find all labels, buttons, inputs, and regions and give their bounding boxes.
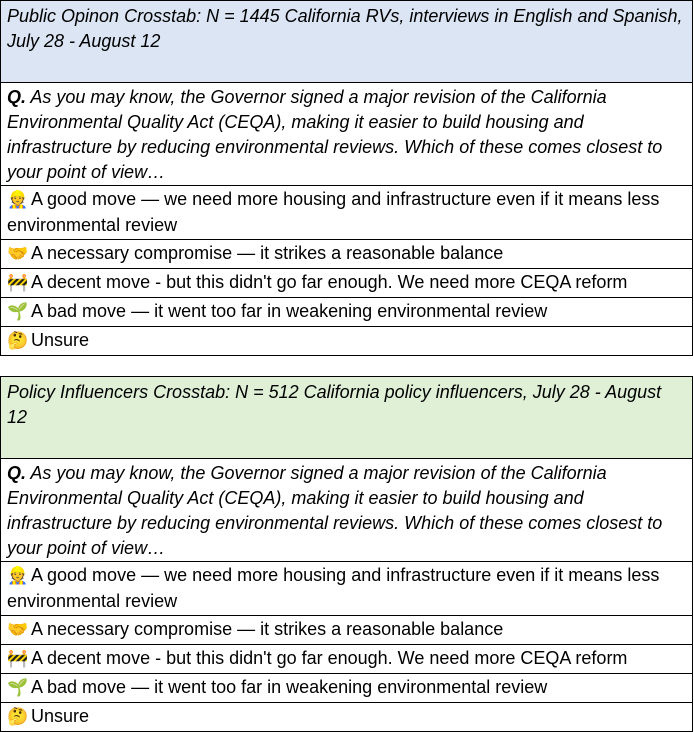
option-label: A decent move - but this didn't go far enough. We need more CEQA reform [31, 272, 628, 292]
option-label: Unsure [31, 330, 90, 350]
option-label: A decent move - but this didn't go far enough. We need more CEQA reform [31, 648, 628, 668]
policy-influencers-crosstab [0, 376, 693, 732]
construction-worker-icon: 👷 [7, 190, 29, 210]
construction-barrier-icon: 🚧 [7, 273, 29, 293]
option-label: A necessary compromise — it strikes a reasonable balance [31, 619, 504, 639]
question-text [0, 83, 693, 186]
option-label: A bad move — it went too far in weakening environmental review [31, 677, 548, 697]
answer-option [0, 645, 693, 674]
answer-option [0, 240, 693, 269]
question-body: As you may know, the Governor signed a major revision of the California Environmental Quality Act (CEQA), making it easier to build housing and infrastructure by reducing environmental reviews. Which of these comes closest to your point of view… [7, 463, 663, 558]
thinking-face-icon: 🤔 [7, 331, 29, 351]
thinking-face-icon: 🤔 [7, 707, 29, 727]
option-label: A bad move — it went too far in weakening environmental review [31, 301, 548, 321]
answer-option [0, 269, 693, 298]
public-opinion-crosstab [0, 0, 693, 356]
question-text [0, 459, 693, 562]
question-prefix: Q. [7, 463, 27, 483]
option-label: A necessary compromise — it strikes a reasonable balance [31, 243, 504, 263]
option-label: A good move — we need more housing and infrastructure even if it means less environmental review [7, 189, 660, 235]
crosstab-header: Public Opinon Crosstab: N = 1445 California RVs, interviews in English and Spanish, July 28 - August 12 [0, 0, 693, 83]
construction-worker-icon: 👷 [7, 566, 29, 586]
seedling-icon: 🌱 [7, 302, 29, 322]
construction-barrier-icon: 🚧 [7, 649, 29, 669]
answer-option [0, 562, 693, 616]
question-prefix: Q. [7, 87, 27, 107]
option-label: Unsure [31, 706, 90, 726]
answer-option [0, 298, 693, 327]
answer-option [0, 186, 693, 240]
option-label: A good move — we need more housing and infrastructure even if it means less environmental review [7, 565, 660, 611]
question-body: As you may know, the Governor signed a major revision of the California Environmental Quality Act (CEQA), making it easier to build housing and infrastructure by reducing environmental reviews. Which of these comes closest to your point of view… [7, 87, 663, 182]
handshake-icon: 🤝 [7, 620, 29, 640]
handshake-icon: 🤝 [7, 244, 29, 264]
crosstab-header: Policy Influencers Crosstab: N = 512 California policy influencers, July 28 - August 12 [0, 376, 693, 459]
answer-option [0, 674, 693, 703]
seedling-icon: 🌱 [7, 678, 29, 698]
answer-option [0, 616, 693, 645]
answer-option [0, 327, 693, 356]
